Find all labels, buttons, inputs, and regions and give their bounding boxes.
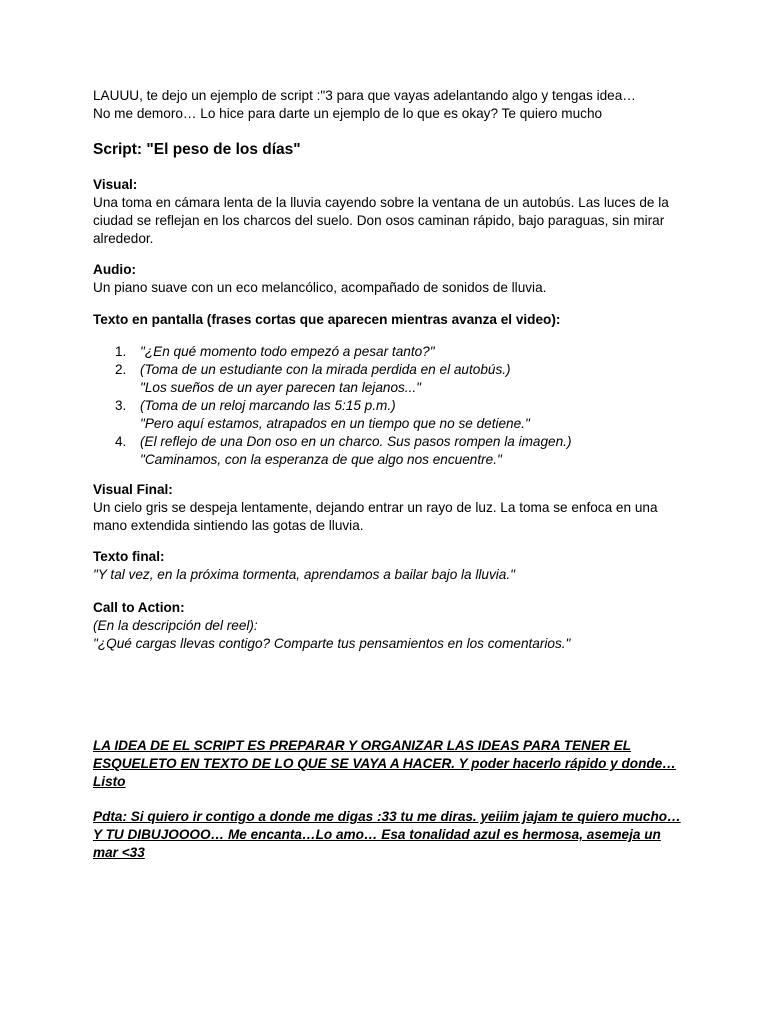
audio-heading: Audio: (93, 262, 137, 277)
closing-note: LA IDEA DE EL SCRIPT ES PREPARAR Y ORGANIZAR LAS IDEAS PARA TENER EL ESQUELETO EN TEXTO DE LO QUE SE VAYA A HACER. Y poder hacerlo rápido y donde… Listo (93, 738, 676, 789)
list-item-number: 2. (115, 362, 127, 377)
list-item (93, 343, 683, 361)
intro-line-2: No me demoro… Lo hice para darte un ejemplo de lo que es okay? Te quiero mucho (93, 106, 603, 121)
intro-note (93, 87, 683, 123)
visual-section (93, 176, 683, 248)
list-item-text: "Caminamos, con la esperanza de que algo nos encuentre." (140, 452, 502, 467)
visual-final-section (93, 481, 683, 535)
visual-final-text: Un cielo gris se despeja lentamente, dejando entrar un rayo de luz. La toma se enfoca en una mano extendida sintiendo las gotas de lluvia. (93, 500, 658, 533)
audio-text: Un piano suave con un eco melancólico, acompañado de sonidos de lluvia. (93, 280, 547, 295)
visual-text: Una toma en cámara lenta de la lluvia cayendo sobre la ventana de un autobús. Las luces de la ciudad se reflejan en los charcos del suelo. Don osos caminan rápido, bajo paraguas, sin mirar alrededor. (93, 195, 669, 246)
list-item-text: (El reflejo de una Don oso en un charco. Sus pasos rompen la imagen.) (140, 434, 572, 449)
screen-text-list (93, 343, 683, 469)
texto-final-heading: Texto final: (93, 549, 165, 564)
audio-section (93, 261, 683, 297)
intro-line-1: LAUUU, te dejo un ejemplo de script :"3 para que vayas adelantando algo y tengas idea… (93, 88, 636, 103)
cta-heading: Call to Action: (93, 600, 185, 615)
postscript-note: Pdta: Si quiero ir contigo a donde me digas :33 tu me diras. yeiiim jajam te quiero mucho… Y TU DIBUJOOOO… Me encanta…Lo amo… Esa tonalidad azul es hermosa, asemeja un mar <33 (93, 809, 681, 860)
visual-heading: Visual: (93, 177, 138, 192)
texto-final-text: "Y tal vez, en la próxima tormenta, aprendamos a bailar bajo la lluvia." (93, 567, 515, 582)
list-item (93, 397, 683, 433)
visual-final-heading: Visual Final: (93, 482, 173, 497)
texto-final-section (93, 548, 683, 584)
screen-text-heading (93, 311, 683, 329)
cta-section (93, 599, 683, 653)
list-item-number: 1. (115, 344, 127, 359)
list-item-text: (Toma de un estudiante con la mirada perdida en el autobús.) (140, 362, 511, 377)
list-item-number: 3. (115, 398, 127, 413)
list-item-text: (Toma de un reloj marcando las 5:15 p.m.) (140, 398, 396, 413)
list-item-text: "Los sueños de un ayer parecen tan lejanos..." (140, 380, 421, 395)
cta-line-1: (En la descripción del reel): (93, 618, 258, 633)
list-item (93, 433, 683, 469)
cta-line-2: "¿Qué cargas llevas contigo? Comparte tus pensamientos en los comentarios." (93, 636, 571, 651)
list-item-text: "¿En qué momento todo empezó a pesar tanto?" (140, 344, 435, 359)
list-item-text: "Pero aquí estamos, atrapados en un tiempo que no se detiene." (140, 416, 530, 431)
list-item (93, 361, 683, 397)
list-item-number: 4. (115, 434, 127, 449)
screen-text-heading-label: Texto en pantalla (frases cortas que aparecen mientras avanza el video): (93, 312, 561, 327)
script-title: Script: "El peso de los días" (93, 141, 301, 158)
